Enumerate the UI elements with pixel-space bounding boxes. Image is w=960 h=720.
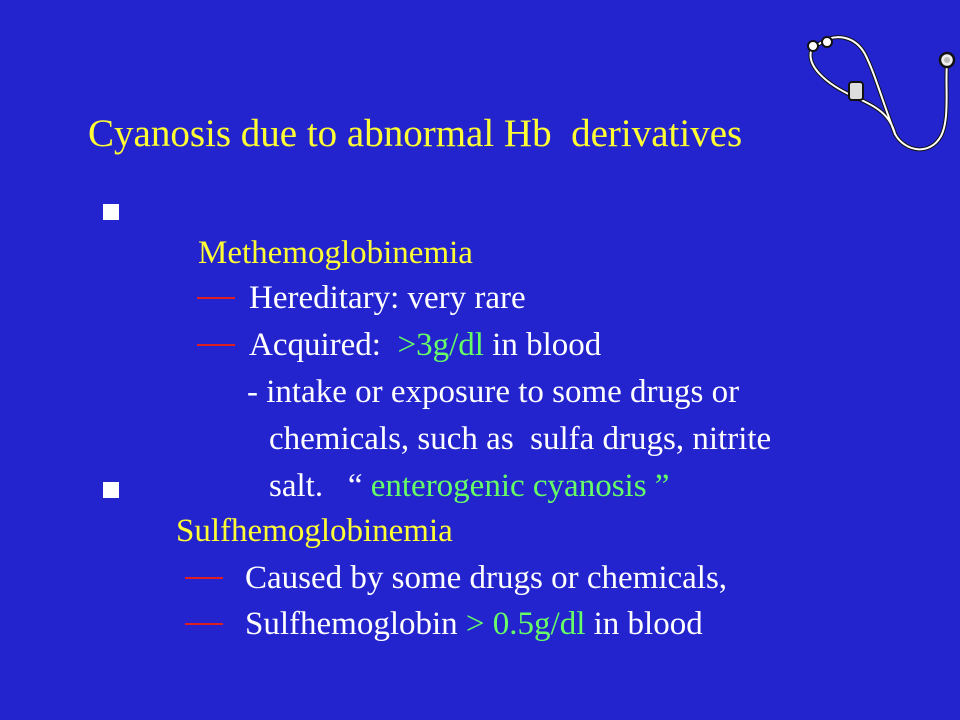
acquired-prefix: Acquired: [249, 327, 398, 363]
caused-text: Caused by some drugs or chemicals, [245, 560, 728, 596]
sulf-suffix: in blood [585, 606, 703, 642]
acquired-value: >3g/dl [397, 327, 484, 363]
sulf-prefix: Sulfhemoglobin [245, 606, 466, 642]
sulf-value: > 0.5g/dl [465, 606, 586, 642]
sulfhemoglobinemia-label: Sulfhemoglobinemia [176, 513, 453, 549]
enterogenic-cyanosis-term: enterogenic cyanosis ” [370, 468, 670, 504]
hereditary-text: Hereditary: very rare [249, 280, 526, 316]
detail-text-3-prefix: salt. “ [269, 468, 371, 504]
detail-text-1: - intake or exposure to some drugs or [247, 374, 740, 410]
slide-title: Cyanosis due to abnormal Hb derivatives [88, 112, 743, 155]
detail-text-2: chemicals, such as sulfa drugs, nitrite [269, 421, 772, 457]
stethoscope-icon [795, 24, 960, 164]
dash-marker [185, 623, 223, 625]
square-bullet-icon [103, 204, 119, 220]
sulfhemoglobin-line [152, 564, 703, 684]
square-bullet-icon [103, 482, 119, 498]
acquired-suffix: in blood [483, 327, 602, 363]
methemoglobinemia-label: Methemoglobinemia [198, 235, 473, 271]
